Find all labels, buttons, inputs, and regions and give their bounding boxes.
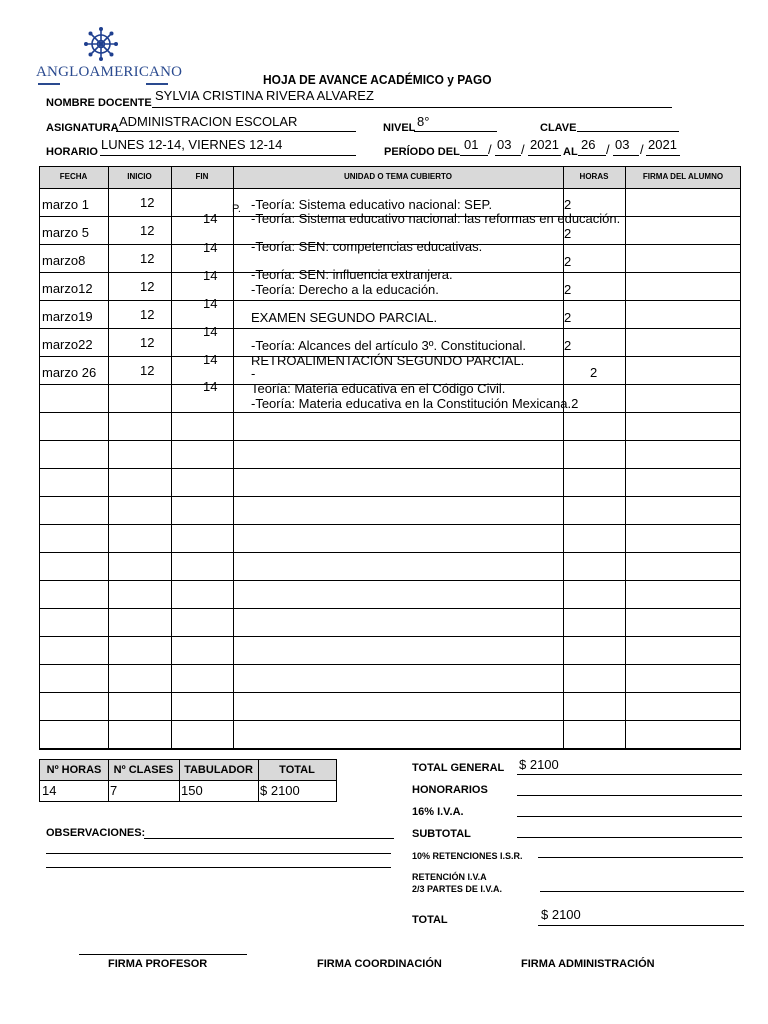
observaciones-line-2 <box>46 853 391 854</box>
row-fecha: marzo 26 <box>42 365 97 380</box>
periodo-slash-4: / <box>640 142 644 157</box>
topic-line: -Teoría: Derecho a la educación. <box>251 282 439 297</box>
row-inicio: 12 <box>140 363 155 378</box>
retenciones-underline <box>538 857 743 858</box>
row-inicio: 12 <box>140 223 155 238</box>
topic-line: RETROALIMENTACIÓN SEGUNDO PARCIAL. <box>251 353 525 368</box>
row-horas: 2 <box>564 254 572 269</box>
page-title: HOJA DE AVANCE ACADÉMICO y PAGO <box>263 72 492 87</box>
periodo-to-y-underline <box>646 155 680 156</box>
logo-underline-right <box>146 83 168 85</box>
observaciones-line-1 <box>144 838 394 839</box>
iva-label: 16% I.V.A. <box>412 806 464 818</box>
row-inicio: 12 <box>140 279 155 294</box>
observaciones-line-3 <box>46 867 391 868</box>
row-fecha: marzo12 <box>42 281 93 296</box>
row-fecha: marzo 5 <box>42 225 89 240</box>
table-row-divider <box>39 748 741 749</box>
summary-divider <box>179 760 180 780</box>
row-horas: 2 <box>564 310 572 325</box>
header-inicio: INICIO <box>127 172 152 181</box>
logo-text: ANGLOAMERICANO <box>36 64 183 80</box>
total-value: $ 2100 <box>541 907 581 922</box>
periodo-from-y-underline <box>528 155 561 156</box>
retencion-iva-underline <box>540 891 744 892</box>
nivel-underline <box>414 131 497 132</box>
summary-horas-value: 14 <box>42 783 57 798</box>
row-fin: 14 <box>203 379 218 394</box>
summary-header-total: TOTAL <box>279 764 315 776</box>
row-fecha: marzo 1 <box>42 197 89 212</box>
summary-divider <box>108 781 109 801</box>
table-row-divider <box>39 440 741 441</box>
iva-underline <box>517 816 742 817</box>
firma-administracion-label: FIRMA ADMINISTRACIÓN <box>521 958 655 970</box>
firma-coordinacion-label: FIRMA COORDINACIÓN <box>317 958 442 970</box>
topic-p-marker: P. <box>232 203 241 215</box>
subtotal-label: SUBTOTAL <box>412 828 471 840</box>
periodo-slash-2: / <box>521 142 525 157</box>
asignatura-value: ADMINISTRACION ESCOLAR <box>119 114 298 129</box>
clave-underline <box>577 131 679 132</box>
periodo-slash-1: / <box>488 142 492 157</box>
table-column-divider <box>233 166 234 750</box>
row-fin: 14 <box>203 324 218 339</box>
table-row-divider <box>39 300 741 301</box>
retenciones-label: 10% RETENCIONES I.S.R. <box>412 851 523 861</box>
clave-label: CLAVE <box>540 122 577 134</box>
row-fin: 14 <box>203 268 218 283</box>
row-fecha: marzo19 <box>42 309 93 324</box>
table-column-divider <box>625 166 626 750</box>
table-row-divider <box>39 328 741 329</box>
topic-line: EXAMEN SEGUNDO PARCIAL. <box>251 310 438 325</box>
logo-underline-left <box>38 83 60 85</box>
periodo-label: PERÍODO DEL <box>384 146 460 158</box>
topic-line: -Teoría: Alcances del artículo 3º. Constitucional. <box>251 338 526 353</box>
total-underline <box>538 925 744 926</box>
horario-label: HORARIO <box>46 146 98 158</box>
row-inicio: 12 <box>140 251 155 266</box>
table-row-divider <box>39 636 741 637</box>
table-row-divider <box>39 664 741 665</box>
periodo-from-year: 2021 <box>530 137 559 152</box>
topic-line: -Teoría: Sistema educativo nacional: SEP. <box>251 197 493 212</box>
asignatura-label: ASIGNATURA <box>46 122 119 134</box>
table-row-divider <box>39 468 741 469</box>
honorarios-label: HONORARIOS <box>412 784 488 796</box>
row-fin: 14 <box>203 211 218 226</box>
periodo-from-month: 03 <box>497 137 512 152</box>
row-horas: 2 <box>564 282 572 297</box>
docente-label: NOMBRE DOCENTE <box>46 97 152 109</box>
table-row-divider <box>39 552 741 553</box>
row-fecha: marzo22 <box>42 337 93 352</box>
docente-underline <box>152 107 672 108</box>
summary-header-clases: Nº CLASES <box>113 764 174 776</box>
nivel-label: NIVEL <box>383 122 416 134</box>
subtotal-underline <box>517 837 742 838</box>
horario-underline <box>100 155 356 156</box>
summary-divider <box>108 760 109 780</box>
firma-profesor-line <box>79 954 247 955</box>
table-row-divider <box>39 496 741 497</box>
row-inicio: 12 <box>140 307 155 322</box>
docente-value: SYLVIA CRISTINA RIVERA ALVAREZ <box>155 88 374 103</box>
total-label: TOTAL <box>412 914 448 926</box>
summary-table <box>39 759 337 803</box>
topic-line: Teoría: Materia educativa en el Código Civil. <box>251 381 506 396</box>
row-horas: 2 <box>564 197 572 212</box>
row-horas: 2 <box>590 365 598 380</box>
table-row-divider <box>39 608 741 609</box>
summary-clases-value: 7 <box>110 783 118 798</box>
topic-line: -Teoría: SEN: competencias educativas. <box>251 239 483 254</box>
periodo-to-d-underline <box>578 155 606 156</box>
summary-header-tabulador: TABULADOR <box>184 764 253 776</box>
summary-header-horas: Nº HORAS <box>46 764 102 776</box>
firma-profesor-label: FIRMA PROFESOR <box>108 958 208 970</box>
table-column-divider <box>171 166 172 750</box>
al-label: AL <box>563 146 578 158</box>
table-row-divider <box>39 580 741 581</box>
table-column-divider <box>108 166 109 750</box>
periodo-to-year: 2021 <box>648 137 677 152</box>
observaciones-label: OBSERVACIONES: <box>46 827 146 839</box>
row-inicio: 12 <box>140 335 155 350</box>
periodo-to-day: 26 <box>581 137 596 152</box>
asignatura-underline <box>116 131 356 132</box>
table-row-divider <box>39 692 741 693</box>
retencion-iva-label: RETENCIÓN I.V.A <box>412 872 487 882</box>
topic-line: -Teoría: Materia educativa en la Constitución Mexicana.2 <box>251 396 579 411</box>
row-horas: 2 <box>564 338 572 353</box>
periodo-to-month: 03 <box>615 137 630 152</box>
logo <box>36 26 183 92</box>
wheel-emblem-icon <box>83 26 119 62</box>
row-fin: 14 <box>203 352 218 367</box>
topic-line: -Teoría: Sistema educativo nacional: las reformas en educación. <box>251 211 621 226</box>
row-fin: 14 <box>203 240 218 255</box>
summary-data-row <box>39 780 337 802</box>
summary-divider <box>258 760 259 780</box>
summary-header-row <box>39 759 337 781</box>
periodo-slash-3: / <box>606 142 610 157</box>
honorarios-underline <box>517 795 742 796</box>
row-fecha: marzo8 <box>42 253 86 268</box>
row-horas: 2 <box>564 226 572 241</box>
summary-divider <box>179 781 180 801</box>
table-row-divider <box>39 412 741 413</box>
summary-tabulador-value: 150 <box>181 783 203 798</box>
periodo-from-d-underline <box>460 155 488 156</box>
topic-line: - <box>251 366 256 381</box>
periodo-to-m-underline <box>613 155 639 156</box>
header-unidad: UNIDAD O TEMA CUBIERTO <box>344 172 452 181</box>
total-general-label: TOTAL GENERAL <box>412 762 505 774</box>
topic-line: -Teoría: SEN: influencia extranjera. <box>251 267 453 282</box>
table-row-divider <box>39 720 741 721</box>
row-fin: 14 <box>203 296 218 311</box>
total-general-underline <box>517 774 742 775</box>
summary-divider <box>258 781 259 801</box>
header-firma-alumno: FIRMA DEL ALUMNO <box>642 172 724 181</box>
nivel-value: 8° <box>417 114 430 129</box>
avance-table <box>39 166 741 750</box>
total-general-value: $ 2100 <box>519 757 559 772</box>
retencion-iva-label-2: 2/3 PARTES DE I.V.A. <box>412 884 503 894</box>
header-fin: FIN <box>195 172 209 181</box>
summary-total-value: $ 2100 <box>260 783 300 798</box>
header-fecha: FECHA <box>59 172 88 181</box>
periodo-from-day: 01 <box>464 137 479 152</box>
row-inicio: 12 <box>140 195 155 210</box>
header-horas: HORAS <box>579 172 609 181</box>
table-row-divider <box>39 524 741 525</box>
horario-value: LUNES 12-14, VIERNES 12-14 <box>101 137 283 152</box>
periodo-from-m-underline <box>495 155 521 156</box>
